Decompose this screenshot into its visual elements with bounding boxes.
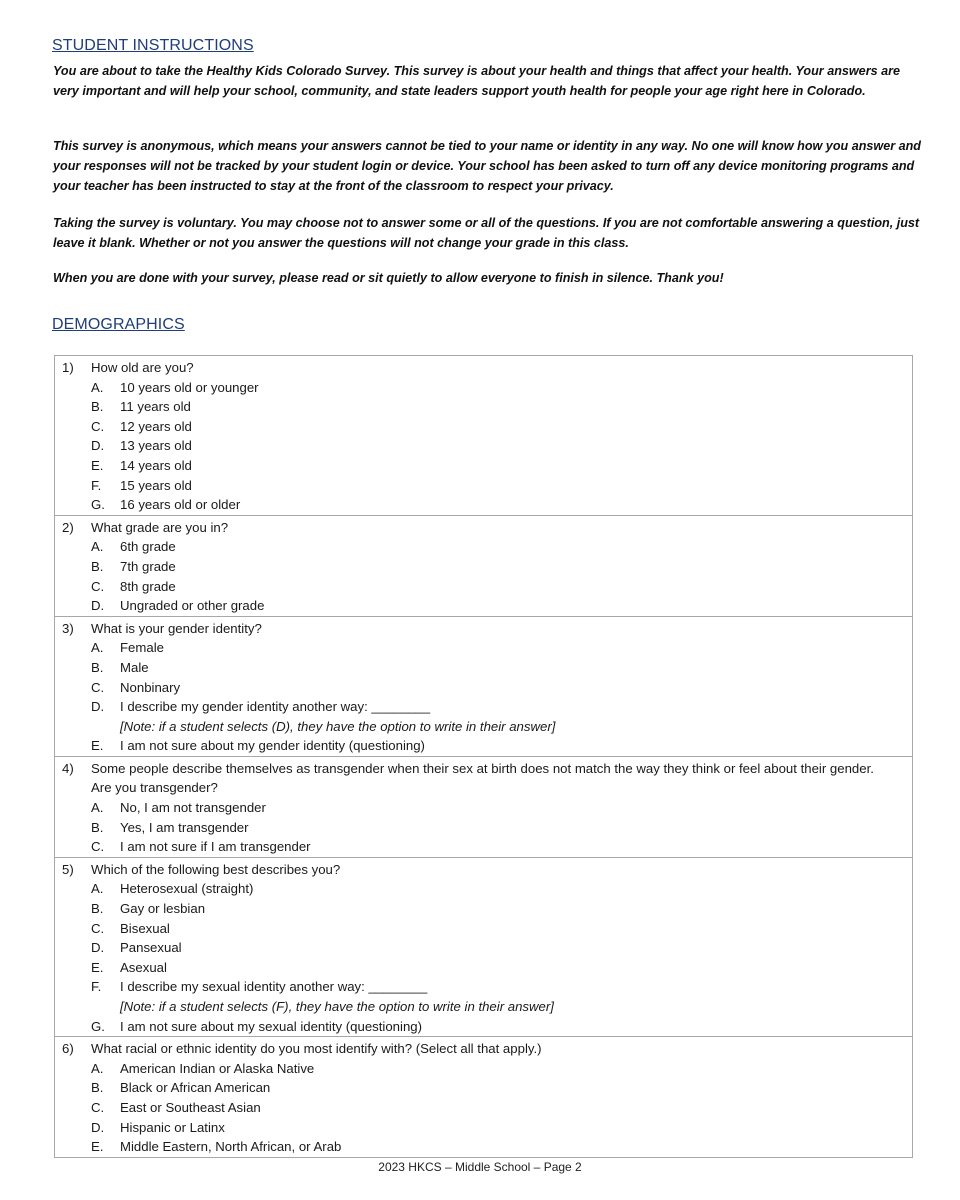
option-letter: C. [91, 418, 105, 434]
option-letter: E. [91, 457, 104, 473]
option-letter: A. [91, 1060, 104, 1076]
question-number: 3) [62, 620, 74, 636]
answer-option [55, 697, 912, 717]
question-text: Which of the following best describes you? [91, 861, 341, 877]
option-text: Bisexual [120, 920, 170, 936]
option-letter: B. [91, 399, 104, 415]
answer-option [55, 476, 912, 496]
option-text: Female [120, 640, 164, 656]
answer-option [55, 378, 912, 398]
option-letter: E. [91, 738, 104, 754]
option-letter: B. [91, 901, 104, 917]
question-block [55, 757, 912, 858]
option-letter: D. [91, 438, 105, 454]
question-number: 2) [62, 519, 74, 535]
option-letter: B. [91, 1080, 104, 1096]
instructions-paragraph-3: Taking the survey is voluntary. You may choose not to answer some or all of the questions. If you are not comfortable answering a question, just leave it blank. Whether or not you answer the questions will not change your grade in this class. [53, 216, 920, 250]
question-block [55, 858, 912, 1037]
option-text: 10 years old or younger [120, 379, 259, 395]
question-text: What is your gender identity? [91, 620, 262, 636]
option-text: No, I am not transgender [120, 800, 266, 816]
option-letter: C. [91, 578, 105, 594]
option-letter: D. [91, 1119, 105, 1135]
answer-option [55, 899, 912, 919]
answer-option [55, 837, 912, 857]
question-row [55, 860, 912, 880]
question-block [55, 1037, 912, 1158]
answer-option [55, 678, 912, 698]
question-block [55, 516, 912, 617]
option-text: 6th grade [120, 539, 176, 555]
answer-option [55, 1078, 912, 1098]
option-text: 14 years old [120, 457, 192, 473]
option-text: 13 years old [120, 438, 192, 454]
option-text: 16 years old or older [120, 497, 241, 513]
answer-option [55, 818, 912, 838]
question-text: Some people describe themselves as transgender when their sex at birth does not match the way they think or feel about their gender. Are you transgender? [91, 760, 874, 796]
question-number: 1) [62, 360, 74, 375]
option-text: Male [120, 659, 149, 675]
option-letter: D. [91, 940, 105, 956]
answer-option [55, 1098, 912, 1118]
option-text: Black or African American [120, 1080, 271, 1096]
option-letter: F. [91, 477, 102, 493]
demographics-heading: DEMOGRAPHICS [52, 316, 185, 333]
option-text: Pansexual [120, 940, 182, 956]
option-text: 12 years old [120, 418, 192, 434]
option-letter: A. [91, 800, 104, 816]
answer-option [55, 977, 912, 997]
answer-option [55, 537, 912, 557]
option-text: East or Southeast Asian [120, 1099, 261, 1115]
answer-option [55, 417, 912, 437]
option-letter: E. [91, 1139, 104, 1155]
option-letter: C. [91, 839, 105, 855]
answer-option [55, 879, 912, 899]
option-text: Gay or lesbian [120, 901, 206, 917]
question-row [55, 358, 912, 378]
answer-option [55, 557, 912, 577]
answer-option [55, 938, 912, 958]
option-letter: C. [91, 920, 105, 936]
question-row [55, 1039, 912, 1059]
answer-option [55, 436, 912, 456]
write-in-note: [Note: if a student selects (F), they have the option to write in their answer] [120, 999, 554, 1014]
option-letter: A. [91, 379, 104, 395]
option-text: Asexual [120, 959, 167, 975]
option-letter: E. [91, 959, 104, 975]
write-in-note: [Note: if a student selects (D), they have the option to write in their answer] [120, 718, 556, 734]
answer-option [55, 1118, 912, 1138]
answer-option [55, 638, 912, 658]
answer-option [55, 658, 912, 678]
answer-option [55, 798, 912, 818]
answer-option [55, 596, 912, 616]
question-text: What racial or ethnic identity do you most identify with? (Select all that apply.) [91, 1041, 542, 1057]
answer-option [55, 495, 912, 515]
question-row [55, 518, 912, 538]
option-text: Middle Eastern, North African, or Arab [120, 1139, 342, 1155]
option-text: Ungraded or other grade [120, 598, 265, 614]
option-letter: A. [91, 539, 104, 555]
option-letter: C. [91, 1099, 105, 1115]
answer-option [55, 919, 912, 939]
option-text: Nonbinary [120, 679, 181, 695]
answer-option [55, 456, 912, 476]
option-text: I am not sure about my gender identity (questioning) [120, 738, 425, 754]
question-number: 6) [62, 1041, 74, 1057]
question-block [55, 617, 912, 757]
option-text: I am not sure if I am transgender [120, 839, 311, 855]
answer-option [55, 1137, 912, 1157]
question-block [55, 356, 912, 516]
option-text: Hispanic or Latinx [120, 1119, 225, 1135]
option-text: 7th grade [120, 558, 176, 574]
answer-option [55, 577, 912, 597]
instructions-paragraph-2: This survey is anonymous, which means your answers cannot be tied to your name or identity in any way. No one will know how you answer and your responses will not be tracked by your student login or device. Your school has been asked to turn off any device monitoring programs and your teacher has been instructed to stay at the front of the classroom to respect your privacy. [53, 139, 921, 193]
page-footer: 2023 HKCS – Middle School – Page 2 [378, 1160, 582, 1174]
option-letter: A. [91, 881, 104, 897]
option-text: 8th grade [120, 578, 176, 594]
instructions-paragraph-4: When you are done with your survey, please read or sit quietly to allow everyone to finish in silence. Thank you! [53, 271, 724, 285]
student-instructions-heading: STUDENT INSTRUCTIONS [52, 37, 254, 54]
instructions-paragraph-1: You are about to take the Healthy Kids Colorado Survey. This survey is about your health and things that affect your health. Your answers are very important and will help your school, community, and state leaders support youth health for people your age right here in Colorado. [53, 64, 901, 98]
option-text: I describe my gender identity another way: ________ [120, 699, 431, 715]
option-text: Heterosexual (straight) [120, 881, 254, 897]
option-letter: B. [91, 558, 104, 574]
option-letter: A. [91, 640, 104, 656]
option-letter: B. [91, 819, 104, 835]
option-letter: D. [91, 598, 105, 614]
option-text: I describe my sexual identity another way: ________ [120, 979, 428, 995]
question-number: 4) [62, 760, 74, 776]
option-letter: C. [91, 679, 105, 695]
option-text: 11 years old [120, 399, 191, 415]
option-text: 15 years old [120, 477, 192, 493]
option-letter: G. [91, 497, 105, 513]
question-row [55, 759, 912, 798]
question-text: How old are you? [91, 360, 194, 375]
option-text: I am not sure about my sexual identity (questioning) [120, 1018, 423, 1034]
question-row [55, 619, 912, 639]
option-letter: F. [91, 979, 102, 995]
question-text: What grade are you in? [91, 519, 229, 535]
demographics-questions-table [54, 355, 913, 1158]
answer-option [55, 736, 912, 756]
answer-option [55, 397, 912, 417]
option-letter: D. [91, 699, 105, 715]
option-text: American Indian or Alaska Native [120, 1060, 315, 1076]
answer-option [55, 1059, 912, 1079]
answer-option [55, 958, 912, 978]
option-letter: B. [91, 659, 104, 675]
question-number: 5) [62, 861, 74, 877]
option-letter: G. [91, 1018, 105, 1034]
answer-option [55, 1017, 912, 1037]
option-text: Yes, I am transgender [120, 819, 249, 835]
